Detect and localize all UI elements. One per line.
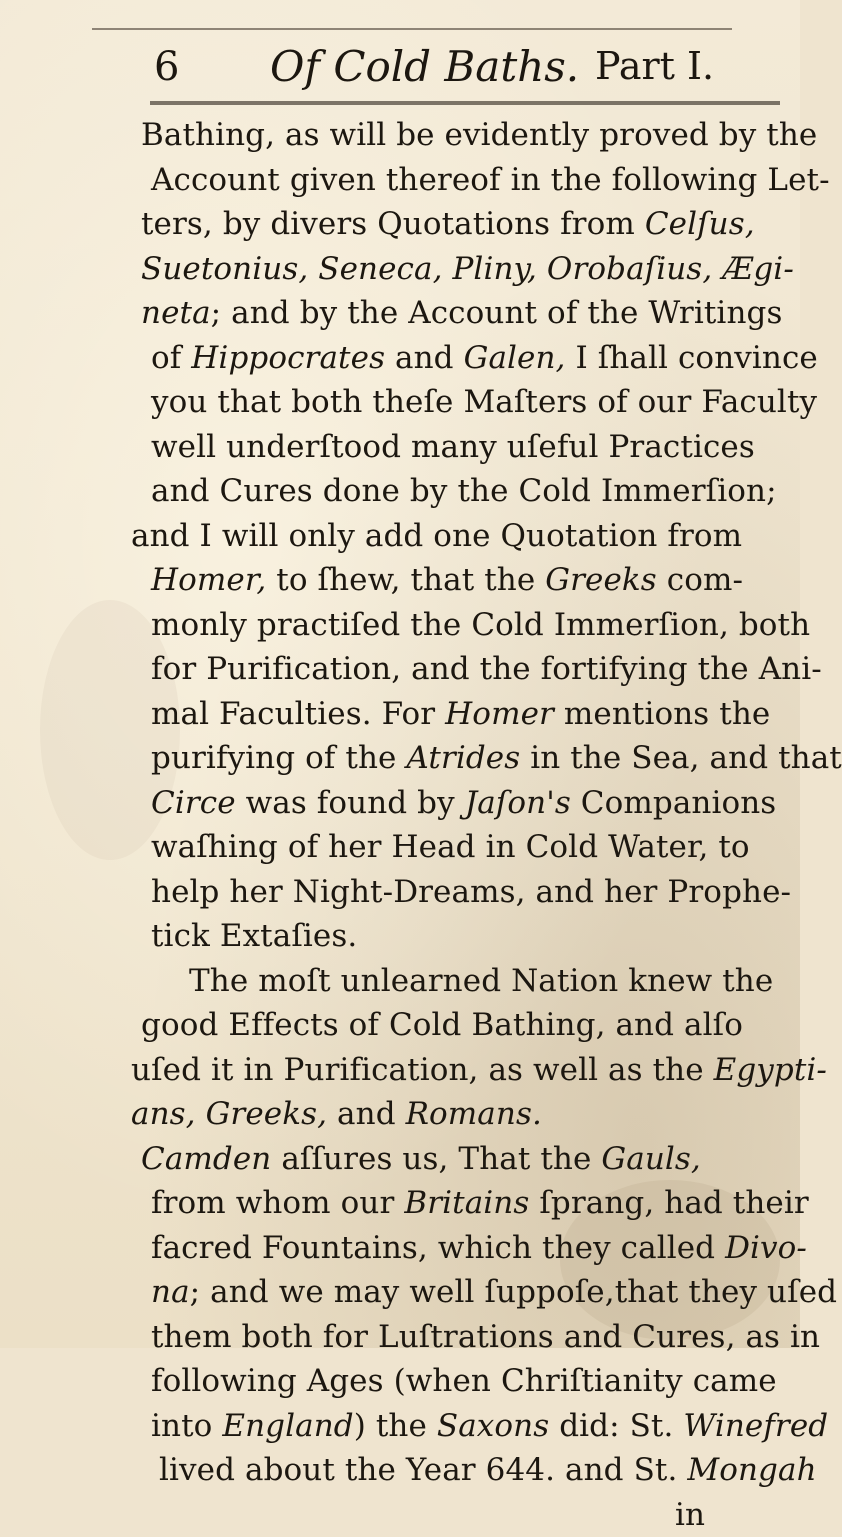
italic-text: Hippocrates (191, 340, 385, 376)
running-header (150, 40, 780, 96)
italic-text: Jaſon's (465, 785, 571, 821)
text-line (675, 1493, 785, 1537)
roman-text: ) the (354, 1408, 437, 1444)
italic-text: Romans. (406, 1096, 542, 1132)
roman-text: lived about the Year 644. and St. (159, 1452, 687, 1488)
roman-text: for Purification, and the fortifying the Ani- (151, 651, 822, 687)
text-line (151, 1181, 785, 1226)
italic-text: Atrides (406, 740, 520, 776)
italic-text: Suetonius, Seneca, Pliny, Orobaſius, Ægi- (141, 251, 794, 287)
roman-text: facred Fountains, which they called (151, 1230, 725, 1266)
text-line (131, 514, 785, 559)
roman-text: was found by (236, 785, 465, 821)
roman-text: good Effects of Cold Bathing, and alſo (141, 1007, 743, 1043)
italic-text: Greeks (545, 562, 657, 598)
text-line (151, 1270, 785, 1315)
italic-text: Camden (141, 1141, 271, 1177)
italic-text: Homer, (151, 562, 266, 598)
roman-text: Account given thereof in the following Let- (151, 162, 830, 198)
roman-text: from whom our (151, 1185, 404, 1221)
roman-text: com- (657, 562, 743, 598)
roman-text: mal Faculties. For (151, 696, 445, 732)
text-line (141, 113, 785, 158)
text-line (141, 247, 785, 292)
roman-text: in (675, 1497, 705, 1533)
roman-text: following Ages (when Chriſtianity came (151, 1363, 777, 1399)
italic-text: Galen, (464, 340, 566, 376)
roman-text: help her Night-Dreams, and her Prophe- (151, 874, 791, 910)
top-rule (92, 28, 732, 30)
italic-text: Saxons (437, 1408, 549, 1444)
text-line (151, 1226, 785, 1271)
roman-text: aſſures us, That the (271, 1141, 601, 1177)
page-number: 6 (154, 44, 179, 90)
text-line (151, 1315, 785, 1360)
text-line (151, 870, 785, 915)
text-line (131, 1048, 785, 1093)
text-line (141, 1137, 785, 1182)
roman-text: purifying of the (151, 740, 406, 776)
roman-text: ; and by the Account of the Writings (211, 295, 783, 331)
roman-text: Bathing, as will be evidently proved by the (141, 117, 817, 153)
roman-text: waſhing of her Head in Cold Water, to (151, 829, 750, 865)
roman-text: did: St. (549, 1408, 683, 1444)
text-line (151, 469, 785, 514)
italic-text: Winefred (683, 1408, 828, 1444)
text-line (151, 736, 785, 781)
text-line (151, 380, 785, 425)
text-line (151, 825, 785, 870)
roman-text: monly practiſed the Cold Immerſion, both (151, 607, 810, 643)
text-line (159, 1448, 785, 1493)
text-line (151, 558, 785, 603)
italic-text: Homer (445, 696, 554, 732)
italic-text: England (222, 1408, 353, 1444)
roman-text: I ſhall convince (566, 340, 818, 376)
roman-text: them both for Luſtrations and Cures, as in (151, 1319, 820, 1355)
text-line (151, 425, 785, 470)
body-text (155, 113, 785, 1537)
roman-text: of (151, 340, 191, 376)
italic-text: Egypti- (714, 1052, 827, 1088)
roman-text: mentions the (554, 696, 770, 732)
roman-text: to ſhew, that the (266, 562, 545, 598)
text-line (141, 291, 785, 336)
running-title: Of Cold Baths. (270, 42, 579, 91)
text-line (131, 1092, 785, 1137)
roman-text: you that both theſe Maſters of our Faculty (151, 384, 817, 420)
roman-text: into (151, 1408, 222, 1444)
text-line (151, 603, 785, 648)
text-line (151, 914, 785, 959)
roman-text: ſprang, had their (529, 1185, 808, 1221)
italic-text: Celſus, (645, 206, 755, 242)
italic-text: Circe (151, 785, 236, 821)
roman-text: tick Extaſies. (151, 918, 357, 954)
italic-text: na (151, 1274, 190, 1310)
italic-text: ans, Greeks, (131, 1096, 327, 1132)
roman-text: ; and we may well ſuppoſe,that they uſed (190, 1274, 837, 1310)
text-line (189, 959, 785, 1004)
text-line (151, 158, 785, 203)
roman-text: ters, by divers Quotations from (141, 206, 645, 242)
text-line (141, 202, 785, 247)
italic-text: Britains (404, 1185, 529, 1221)
italic-text: Mongah (687, 1452, 816, 1488)
italic-text: Divo- (725, 1230, 807, 1266)
italic-text: Gauls, (601, 1141, 701, 1177)
roman-text: and (385, 340, 464, 376)
roman-text: Companions (571, 785, 776, 821)
text-line (151, 781, 785, 826)
roman-text: well underſtood many uſeful Practices (151, 429, 755, 465)
text-line (151, 1404, 785, 1449)
roman-text: and Cures done by the Cold Immerſion; (151, 473, 777, 509)
roman-text: The moſt unlearned Nation knew the (189, 963, 773, 999)
text-line (151, 692, 785, 737)
roman-text: in the Sea, and that (520, 740, 842, 776)
text-line (141, 1003, 785, 1048)
text-line (151, 1359, 785, 1404)
header-rule (150, 101, 780, 105)
text-line (151, 647, 785, 692)
part-label: Part I. (595, 44, 714, 88)
roman-text: uſed it in Purification, as well as the (131, 1052, 714, 1088)
text-line (151, 336, 785, 381)
roman-text: and I will only add one Quotation from (131, 518, 742, 554)
roman-text: and (327, 1096, 406, 1132)
italic-text: neta (141, 295, 211, 331)
